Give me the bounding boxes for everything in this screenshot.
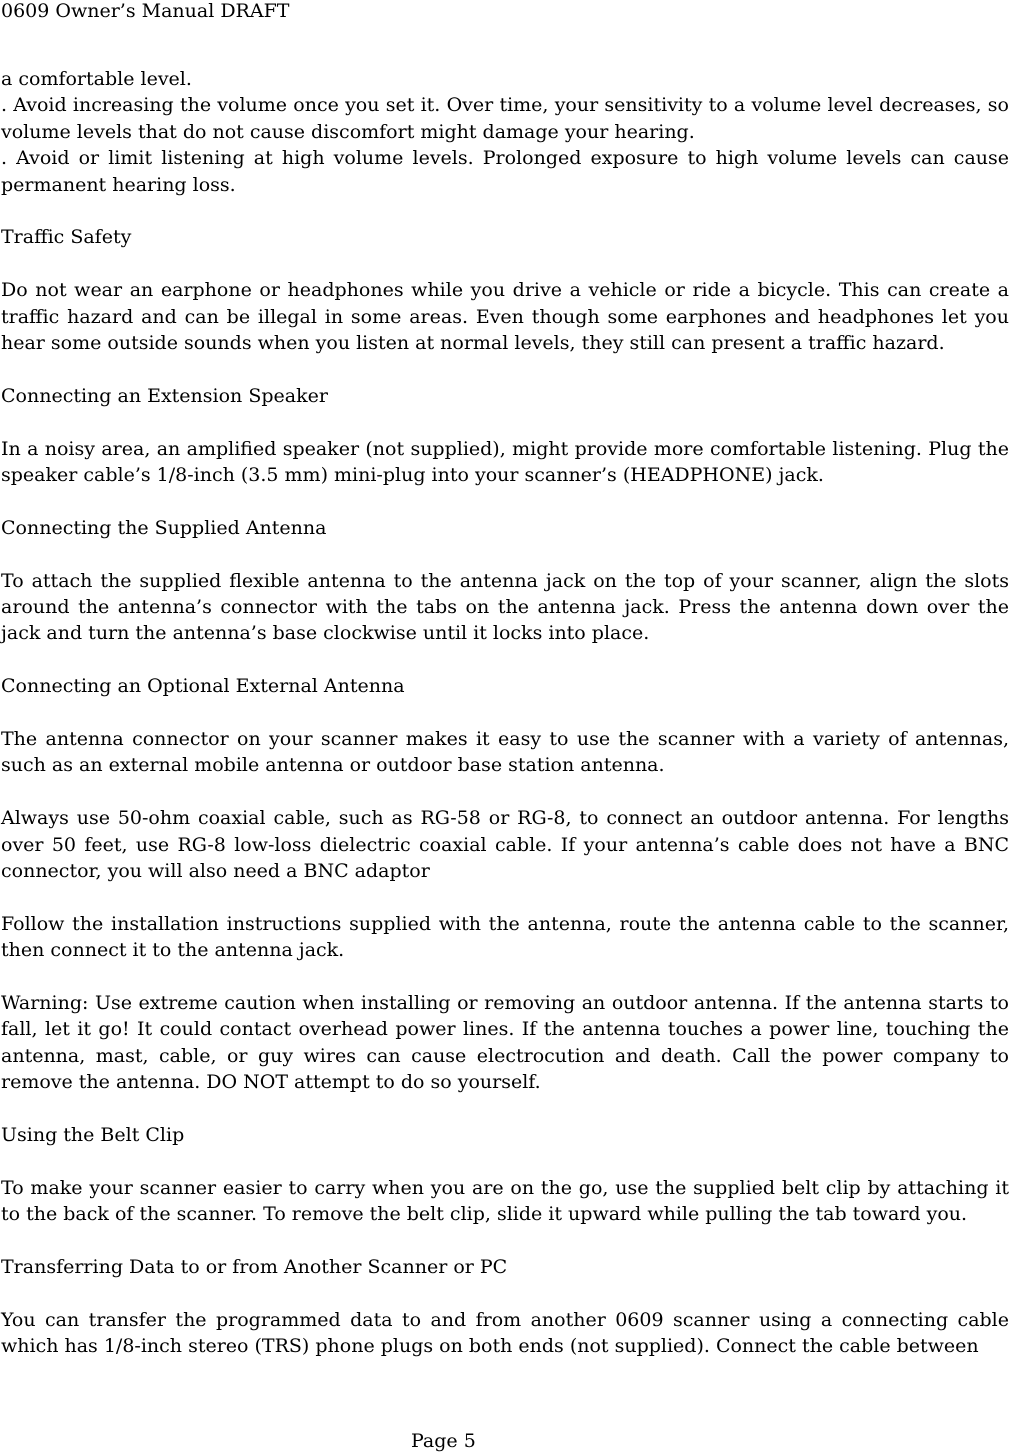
paragraph-warning: Warning: Use extreme caution when installing or removing an outdoor antenna. If the antenna starts to fall, let it go! It could contact overhead power lines. If the antenna touches a power line, touching the antenna, mast, cable, or guy wires can cause electrocution and death. Call the power company to remove the antenna. DO NOT attempt to do so yourself. [1,992,1009,1094]
heading-external-antenna: Connecting an Optional External Antenna [1,675,405,698]
document-body [1,66,1009,1360]
page-number: Page 5 [411,1430,476,1452]
paragraph-belt-clip: To make your scanner easier to carry when you are on the go, use the supplied belt clip by attaching it to the back of the scanner. To remove the belt clip, slide it upward while pulling the tab toward you. [1,1176,1009,1226]
paragraph-traffic-safety: Do not wear an earphone or headphones while you drive a vehicle or ride a bicycle. This can create a traffic hazard and can be illegal in some areas. Even though some earphones and headphones let you hear some outside sounds when you listen at normal levels, they still can present a traffic hazard. [1,279,1009,355]
heading-transferring-data: Transferring Data to or from Another Scanner or PC [1,1256,508,1279]
heading-extension-speaker: Connecting an Extension Speaker [1,384,328,407]
paragraph-avoid-high-volume: . Avoid or limit listening at high volume levels. Prolonged exposure to high volume levels can cause permanent hearing loss. [1,147,1009,196]
heading-belt-clip: Using the Belt Clip [1,1124,185,1147]
paragraph-comfortable-level: a comfortable level. [1,68,192,90]
paragraph-extension-speaker: In a noisy area, an amplified speaker (not supplied), might provide more comfortable listening. Plug the speaker cable’s 1/8-inch (3.5 mm) mini-plug into your scanner’s (HEADPHONE) jack. [1,437,1009,487]
paragraph-avoid-increasing-volume: . Avoid increasing the volume once you set it. Over time, your sensitivity to a volume level decreases, so volume levels that do not cause discomfort might damage your hearing. [1,94,1009,143]
paragraph-coaxial-cable: Always use 50-ohm coaxial cable, such as RG-58 or RG-8, to connect an outdoor antenna. For lengths over 50 feet, use RG-8 low-loss dielectric coaxial cable. If your antenna’s cable does not have a BNC connector, you will also need a BNC adaptor [1,807,1009,883]
paragraph-installation-instructions: Follow the installation instructions supplied with the antenna, route the antenna cable to the scanner, then connect it to the antenna jack. [1,912,1009,962]
heading-supplied-antenna: Connecting the Supplied Antenna [1,516,327,539]
paragraph-supplied-antenna: To attach the supplied flexible antenna to the antenna jack on the top of your scanner, align the slots around the antenna’s connector with the tabs on the antenna jack. Press the antenna down over the jack and turn the antenna’s base clockwise until it locks into place. [1,569,1009,645]
paragraph-external-antenna-intro: The antenna connector on your scanner makes it easy to use the scanner with a variety of antennas, such as an external mobile antenna or outdoor base station antenna. [1,728,1009,777]
paragraph-transferring-data: You can transfer the programmed data to and from another 0609 scanner using a connecting cable which has 1/8-inch stereo (TRS) phone plugs on both ends (not supplied). Connect the cable between [1,1308,1009,1358]
heading-traffic-safety: Traffic Safety [1,226,132,249]
page-header: 0609 Owner’s Manual DRAFT [1,0,290,22]
